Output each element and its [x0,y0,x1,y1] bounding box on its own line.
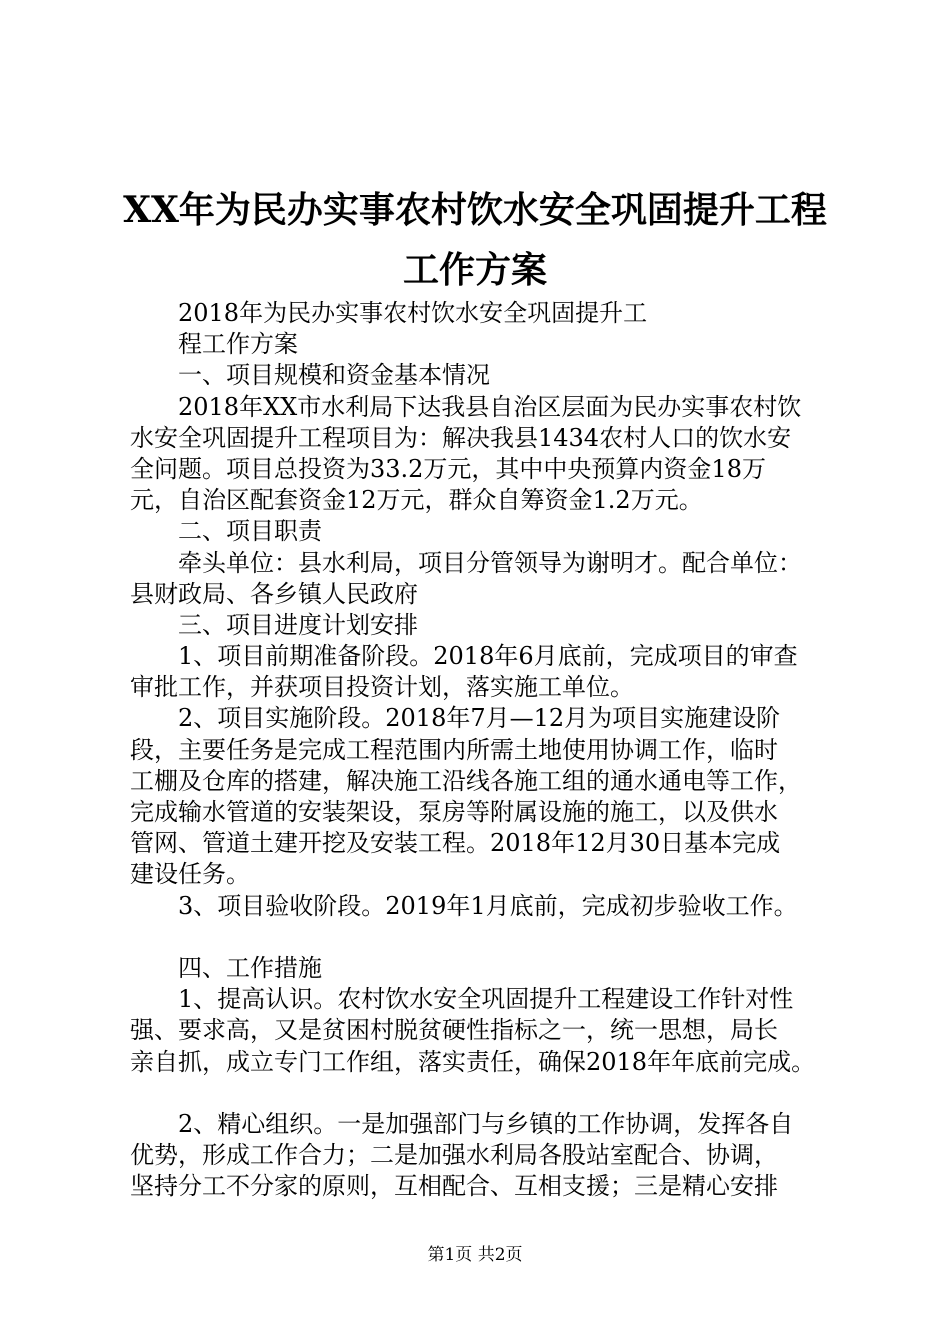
body-line: 强、要求高，又是贫困村脱贫硬性指标之一，统一思想，局长 [130,1016,778,1045]
body-line: 元，自治区配套资金12万元，群众自筹资金1.2万元。 [130,486,703,515]
body-line: 程工作方案 [178,330,298,359]
section-heading: 二、项目职责 [178,517,322,546]
body-line: 牵头单位：县水利局，项目分管领导为谢明才。配合单位： [178,548,802,577]
body-line: 2、精心组织。一是加强部门与乡镇的工作协调，发挥各自 [178,1109,794,1138]
body-line: 1、项目前期准备阶段。2018年6月底前，完成项目的审查 [178,642,798,671]
section-heading: 四、工作措施 [178,953,322,982]
page-footer: 第1页 共2页 [427,1245,523,1265]
body-line: 1、提高认识。农村饮水安全巩固提升工程建设工作针对性 [178,985,794,1014]
body-line: 2、项目实施阶段。2018年7月—12月为项目实施建设阶 [178,704,781,733]
body-line: 完成输水管道的安装架设，泵房等附属设施的施工，以及供水 [130,798,778,826]
section-heading: 一、项目规模和资金基本情况 [178,361,490,390]
body-line: 工棚及仓库的搭建，解决施工沿线各施工组的通水通电等工作， [130,766,802,795]
body-line: 管网、管道土建开挖及安装工程。2018年12月30日基本完成 [130,829,781,858]
body-line: 3、项目验收阶段。2019年1月底前，完成初步验收工作。 [178,891,798,920]
blank-line [130,1078,830,1109]
blank-line [130,922,830,953]
body-line: 县财政局、各乡镇人民政府 [130,579,418,608]
body-line: 水安全巩固提升工程项目为：解决我县1434农村人口的饮水安 [130,423,792,452]
body-line: 2018年XX市水利局下达我县自治区层面为民办实事农村饮 [178,392,802,421]
body-line: 审批工作，并获项目投资计划，落实施工单位。 [130,673,634,702]
body-line: 亲自抓，成立专门工作组，落实责任，确保2018年年底前完成。 [130,1047,816,1076]
body-line: 优势，形成工作合力；二是加强水利局各股站室配合、协调， [130,1141,778,1170]
section-heading: 三、项目进度计划安排 [178,610,418,639]
body-line: 全问题。项目总投资为33.2万元，其中中央预算内资金18万 [130,454,766,483]
body-line: 段，主要任务是完成工程范围内所需土地使用协调工作，临时 [130,735,778,764]
body-line: 2018年为民办实事农村饮水安全巩固提升工 [178,299,648,327]
document-title-line-1: XX年为民办实事农村饮水安全巩固提升工程 [123,189,827,231]
document-title-line-2: 工作方案 [402,249,547,291]
body-line: 建设任务。 [130,860,250,889]
document-body [130,298,830,1202]
body-line: 坚持分工不分家的原则，互相配合、互相支援；三是精心安排 [130,1172,778,1201]
